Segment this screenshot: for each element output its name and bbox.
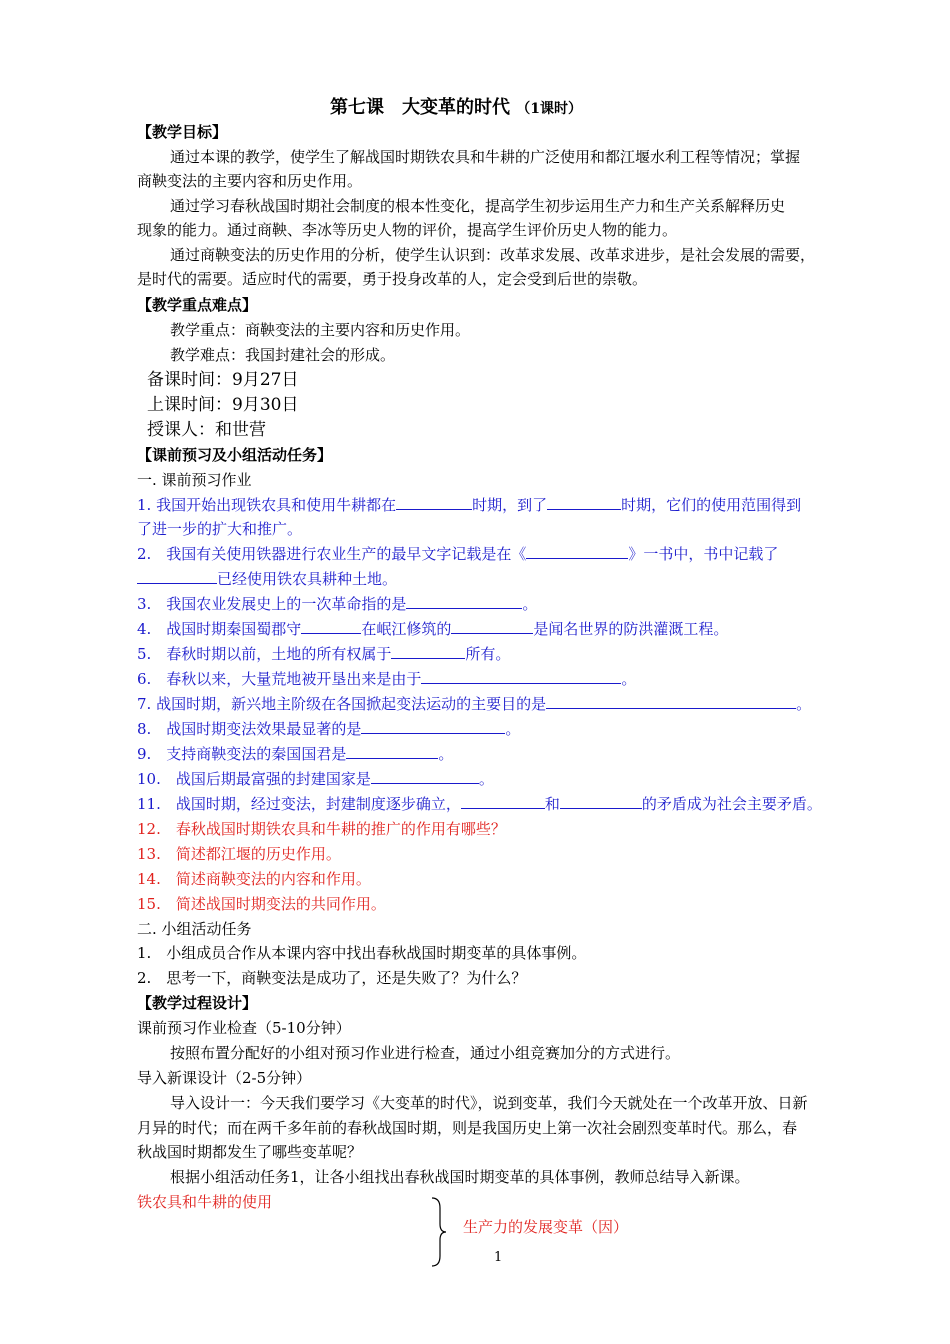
diagram-right-label: 生产力的发展变革（因） — [463, 1218, 629, 1236]
keypoints-heading: 【教学重点难点】 — [137, 296, 258, 314]
question-3 — [137, 594, 537, 614]
intro-line-3: 秋战国时期都发生了哪些变革呢？ — [137, 1143, 363, 1161]
q4-part-b: 在岷江修筑的 — [361, 620, 452, 638]
objectives-heading: 【教学目标】 — [137, 123, 228, 141]
q6-part-b: 。 — [621, 670, 637, 688]
q7-part-a: 7. 战国时期，新兴地主阶级在各国掀起变法运动的主要目的是 — [137, 695, 547, 713]
q10-part-b: 。 — [478, 770, 494, 788]
q7-part-b: 。 — [796, 695, 812, 713]
q2-part-a: 2. 我国有关使用铁器进行农业生产的最早文字记载是在《 — [137, 545, 527, 563]
intro-line-1: 导入设计一：今天我们要学习《大变革的时代》，说到变革，我们今天就处在一个改革开放、日新 — [170, 1094, 808, 1112]
question-2 — [137, 544, 778, 564]
prep-time: 备课时间：9月27日 — [147, 370, 299, 390]
lesson-title — [330, 98, 582, 119]
q4-part-c: 是闻名世界的防洪灌溉工程。 — [533, 620, 729, 638]
question-5 — [137, 644, 510, 664]
q2-part-b: 》一书中，书中记载了 — [628, 545, 779, 563]
q4-part-a: 4. 战国时期秦国蜀郡守 — [137, 620, 302, 638]
answer-blank — [451, 619, 533, 634]
question-7 — [137, 694, 811, 714]
answer-blank — [361, 719, 505, 734]
q11-part-c: 的矛盾成为社会主要矛盾。 — [641, 795, 822, 813]
question-10 — [137, 769, 494, 789]
answer-blank — [560, 794, 642, 809]
objectives-p3-line2: 是时代的需要。适应时代的需要，勇于投身改革的人，定会受到后世的崇敬。 — [137, 270, 648, 288]
intro-line-2: 月异的时代；而在两千多年前的春秋战国时期，则是我国历史上第一次社会剧烈变革时代。那么，春 — [137, 1119, 798, 1137]
q11-part-b: 和 — [544, 795, 560, 813]
intro-2: 根据小组活动任务1，让各小组找出春秋战国时期变革的具体事例，教师总结导入新课。 — [170, 1168, 750, 1186]
teacher-name: 授课人：和世营 — [147, 420, 266, 440]
answer-blank — [546, 694, 796, 709]
answer-blank — [406, 594, 522, 609]
answer-blank — [137, 569, 217, 584]
q5-part-a: 5. 春秋时期以前，土地的所有权属于 — [137, 645, 392, 663]
question-11 — [137, 794, 822, 814]
answer-blank — [391, 644, 465, 659]
q8-part-b: 。 — [505, 720, 521, 738]
preview-heading: 【课前预习及小组活动任务】 — [137, 446, 333, 464]
group-task-heading: 二. 小组活动任务 — [137, 920, 252, 938]
process-heading: 【教学过程设计】 — [137, 994, 258, 1012]
answer-blank — [421, 669, 621, 684]
difficult-point: 教学难点：我国封建社会的形成。 — [170, 346, 396, 364]
q6-part-a: 6. 春秋以来，大量荒地被开垦出来是由于 — [137, 670, 422, 688]
preview-subheading: 一. 课前预习作业 — [137, 471, 252, 489]
question-15: 15. 简述战国时期变法的共同作用。 — [137, 895, 386, 913]
answer-blank — [346, 744, 438, 759]
class-time: 上课时间：9月30日 — [147, 395, 299, 415]
intro-title: 导入新课设计（2-5分钟） — [137, 1069, 312, 1087]
objectives-p2-line2: 现象的能力。通过商鞅、李冰等历史人物的评价，提高学生评价历史人物的能力。 — [137, 221, 678, 239]
q2-part-c: 已经使用铁农具耕种土地。 — [217, 570, 398, 588]
question-1 — [137, 495, 801, 515]
title-hours: （1课时） — [516, 101, 583, 117]
question-2-cont — [137, 569, 397, 589]
question-8 — [137, 719, 520, 739]
answer-blank — [526, 544, 628, 559]
answer-blank — [547, 495, 621, 510]
answer-blank — [301, 619, 361, 634]
question-13: 13. 简述都江堰的历史作用。 — [137, 845, 341, 863]
objectives-p2-line1: 通过学习春秋战国时期社会制度的根本性变化，提高学生初步运用生产力和生产关系解释历史 — [170, 197, 786, 215]
title-main: 第七课 大变革的时代 — [330, 97, 510, 118]
q8-part-a: 8. 战国时期变法效果最显著的是 — [137, 720, 362, 738]
question-6 — [137, 669, 636, 689]
question-12: 12. 春秋战国时期铁农具和牛耕的推广的作用有哪些？ — [137, 820, 506, 838]
check-title: 课前预习作业检查（5-10分钟） — [137, 1019, 351, 1037]
objectives-p1-line1: 通过本课的教学，使学生了解战国时期铁农具和牛耕的广泛使用和都江堰水利工程等情况；掌握 — [170, 148, 801, 166]
curly-brace-icon — [428, 1196, 448, 1268]
page-number: 1 — [494, 1250, 503, 1265]
answer-blank — [461, 794, 545, 809]
question-1-cont: 了进一步的扩大和推广。 — [137, 520, 303, 538]
q1-part-a: 1. 我国开始出现铁农具和使用牛耕都在 — [137, 496, 397, 514]
q3-part-b: 。 — [522, 595, 538, 613]
q1-part-b: 时期，到了 — [472, 496, 548, 514]
objectives-p3-line1: 通过商鞅变法的历史作用的分析，使学生认识到：改革求发展、改革求进步，是社会发展的需要， — [170, 246, 816, 264]
q9-part-b: 。 — [438, 745, 454, 763]
answer-blank — [371, 769, 479, 784]
q9-part-a: 9. 支持商鞅变法的秦国国君是 — [137, 745, 347, 763]
question-4 — [137, 619, 728, 639]
q1-part-c: 时期，它们的使用范围得到 — [621, 496, 802, 514]
check-text: 按照布置分配好的小组对预习作业进行检查，通过小组竞赛加分的方式进行。 — [170, 1044, 681, 1062]
answer-blank — [396, 495, 472, 510]
q3-part-a: 3. 我国农业发展史上的一次革命指的是 — [137, 595, 407, 613]
group-task-2: 2. 思考一下，商鞅变法是成功了，还是失败了？为什么？ — [137, 969, 527, 987]
question-9 — [137, 744, 453, 764]
objectives-p1-line2: 商鞅变法的主要内容和历史作用。 — [137, 172, 363, 190]
question-14: 14. 简述商鞅变法的内容和作用。 — [137, 870, 371, 888]
q11-part-a: 11. 战国时期，经过变法，封建制度逐步确立， — [137, 795, 461, 813]
q5-part-b: 所有。 — [465, 645, 511, 663]
diagram-left-label: 铁农具和牛耕的使用 — [137, 1193, 273, 1211]
q10-part-a: 10. 战国后期最富强的封建国家是 — [137, 770, 371, 788]
key-point: 教学重点：商鞅变法的主要内容和历史作用。 — [170, 321, 471, 339]
group-task-1: 1. 小组成员合作从本课内容中找出春秋战国时期变革的具体事例。 — [137, 944, 587, 962]
